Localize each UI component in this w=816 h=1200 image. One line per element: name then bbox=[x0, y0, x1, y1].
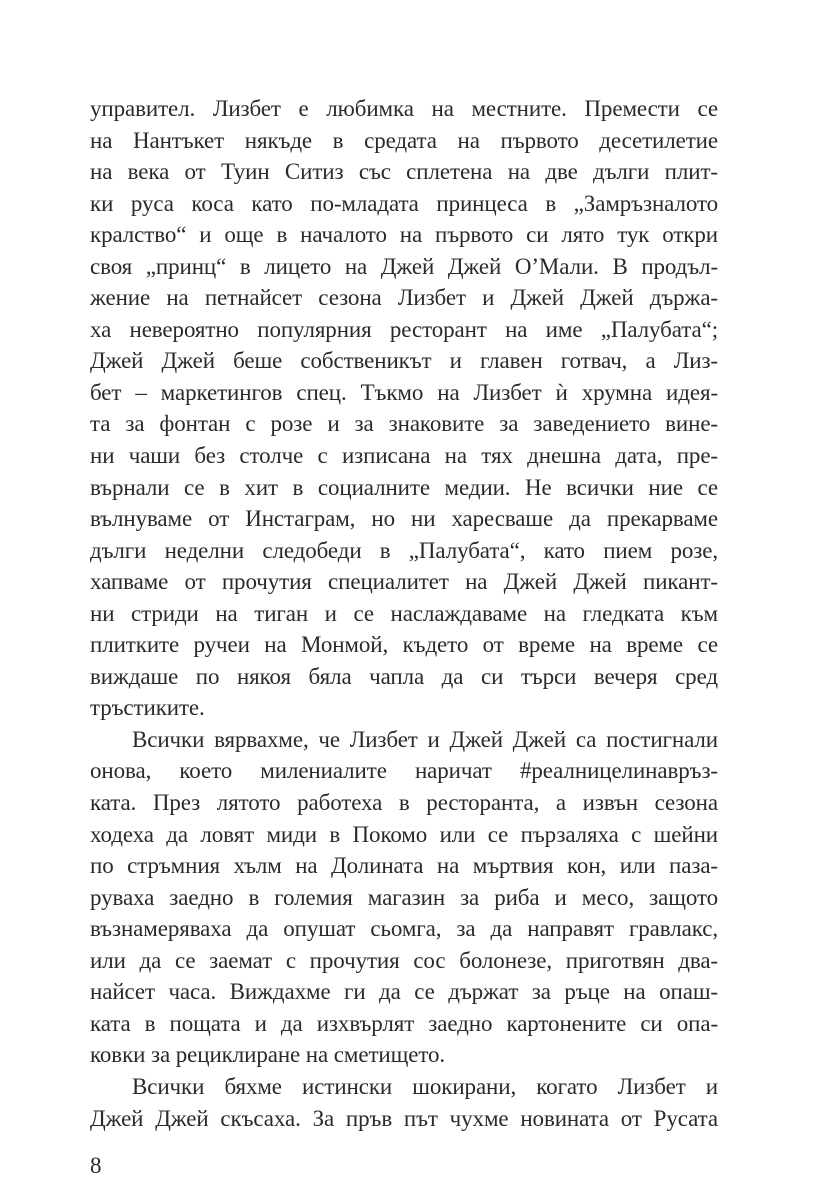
text-line: ката. През лятото работеха в ресторанта, а извън сезона bbox=[90, 790, 718, 816]
text-line: хапваме от прочутия специалитет на Джей Джей пикант- bbox=[90, 569, 718, 595]
text-line: управител. Лизбет е любимка на местните. Премести се bbox=[90, 96, 718, 121]
paragraph bbox=[90, 1071, 718, 1134]
text-line: дълги неделни следобеди в „Палубата“, като пием розе, bbox=[90, 537, 718, 563]
text-line: върнали се в хит в социалните медии. Не всички ние се bbox=[90, 474, 718, 500]
text-line: Всички вярвахме, че Лизбет и Джей Джей са постигнали bbox=[132, 726, 718, 752]
text-line: ха невероятно популярния ресторант на име „Палубата“; bbox=[90, 316, 718, 342]
paragraph bbox=[90, 724, 718, 1071]
text-line: онова, което милениалите наричат #реалницелинавръз- bbox=[90, 758, 718, 784]
text-line: кралство“ и още в началото на първото си лято тук откри bbox=[90, 222, 718, 248]
text-line: бет – маркетингов спец. Тъкмо на Лизбет ѝ хрумна идея- bbox=[90, 379, 718, 405]
text-line: по стръмния хълм на Долината на мъртвия кон, или паза- bbox=[90, 853, 718, 879]
text-line: Джей Джей беше собственикът и главен готвач, а Лиз- bbox=[90, 348, 718, 374]
paragraph bbox=[90, 93, 718, 724]
text-line: плитките ручеи на Монмой, където от време на време се bbox=[90, 632, 718, 658]
text-line: Всички бяхме истински шокирани, когато Лизбет и bbox=[132, 1073, 718, 1099]
text-line: ки руса коса като по-младата принцеса в „Замръзналото bbox=[90, 190, 718, 216]
text-line: ката в пощата и да изхвърлят заедно картонените си опа- bbox=[90, 1010, 718, 1036]
text-line: на Нантъкет някъде в средата на първото десетилетие bbox=[90, 127, 718, 153]
body-text bbox=[90, 93, 718, 1134]
text-line: ковки за рециклиране на сметището. bbox=[90, 1042, 446, 1068]
text-line: руваха заедно в големия магазин за риба и месо, защото bbox=[90, 884, 718, 910]
text-line: ни чаши без столче с изписана на тях днешна дата, пре- bbox=[90, 443, 718, 469]
text-line: Джей Джей скъсаха. За пръв път чухме новината от Русата bbox=[90, 1105, 718, 1131]
text-line: найсет часа. Виждахме ги да се държат за ръце на опаш- bbox=[90, 979, 718, 1005]
text-line: та за фонтан с розе и за знаковите за заведението вине- bbox=[90, 411, 718, 437]
text-line: виждаше по някоя бяла чапла да си търси вечеря сред bbox=[90, 663, 718, 689]
text-line: на века от Туин Ситиз със сплетена на две дълги плит- bbox=[90, 159, 718, 185]
text-line: ни стриди на тиган и се наслаждаваме на гледката към bbox=[90, 600, 718, 626]
text-line: ходеха да ловят миди в Покомо или се пързаляха с шейни bbox=[90, 821, 718, 847]
text-line: възнамеряваха да опушат сьомга, за да направят гравлакс, bbox=[90, 916, 718, 942]
text-line: вълнуваме от Инстаграм, но ни харесваше да прекарваме bbox=[90, 506, 718, 532]
text-line: или да се заемат с прочутия сос болонезе, приготвян два- bbox=[90, 947, 718, 973]
text-line: тръстиките. bbox=[90, 695, 205, 721]
text-line: своя „принц“ в лицето на Джей Джей О’Мали. В продъл- bbox=[90, 253, 718, 279]
text-line: жение на петнайсет сезона Лизбет и Джей Джей държа- bbox=[90, 285, 718, 311]
page-number: 8 bbox=[90, 1153, 102, 1179]
